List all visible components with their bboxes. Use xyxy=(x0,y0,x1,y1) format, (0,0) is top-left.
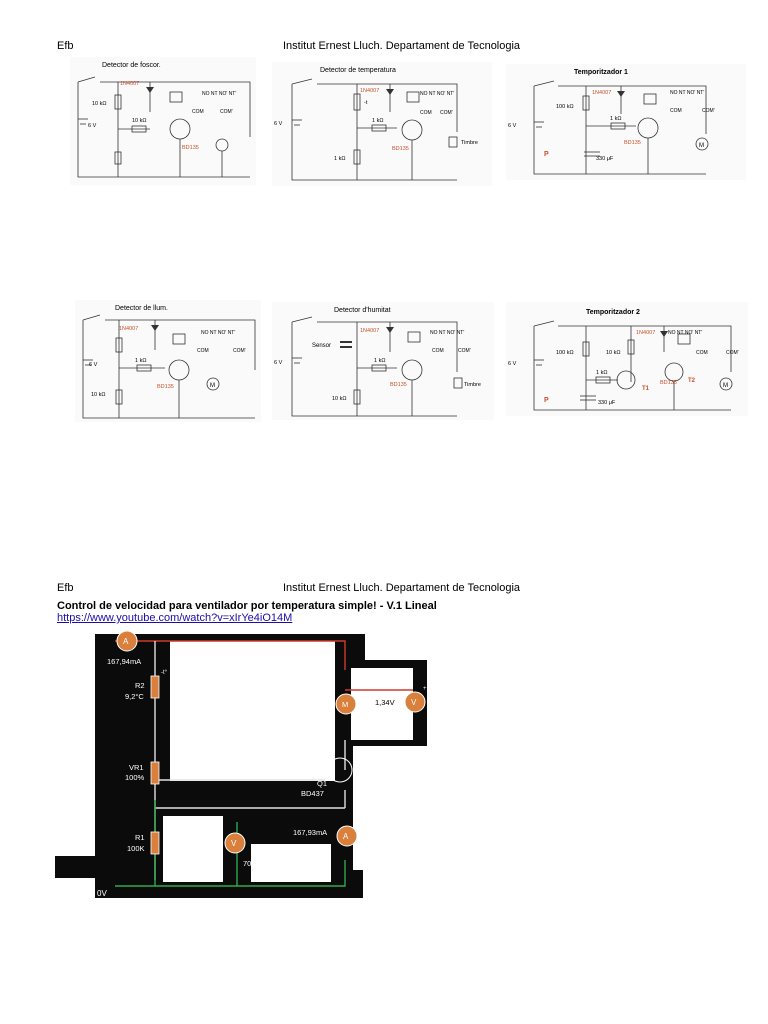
diode-label: 1N4007 xyxy=(592,90,612,96)
voltage-label: 6 V xyxy=(274,360,283,366)
supply-12v: 12V xyxy=(59,638,74,647)
com-label: COM xyxy=(670,108,682,114)
r2-ntc xyxy=(151,676,159,698)
ammeter-bottom-reading: 167,93mA xyxy=(293,828,328,837)
transistor-type: BD437 xyxy=(301,789,324,798)
relay-label: NO NT NO' NT' xyxy=(420,91,455,97)
motor-label: M xyxy=(210,383,215,389)
circuit-title: Detector de temperatura xyxy=(320,67,396,74)
ammeter-bottom-symbol: A xyxy=(343,832,349,841)
voltage-label: 6 V xyxy=(508,123,517,129)
transistor-label: BD135 xyxy=(392,146,409,152)
relay-label: NO NT NO' NT' xyxy=(202,91,237,97)
com2-label: COM' xyxy=(440,110,453,116)
relay-label: NO NT NO' NT' xyxy=(670,90,705,96)
com2-label: COM' xyxy=(233,348,246,354)
voltmeter-bottom-reading: 708,73mV xyxy=(243,859,278,868)
com2-label: COM' xyxy=(726,350,739,356)
cap-label: 330 μF xyxy=(598,400,616,406)
motor-label: M xyxy=(723,383,728,389)
transistor-name: Q1 xyxy=(317,779,328,788)
r-base-label: 10 kΩ xyxy=(132,118,147,124)
vr1-value: 100% xyxy=(125,773,145,782)
relay-label: NO NT NO' NT' xyxy=(430,330,465,336)
circuit-title: Detector d'humitat xyxy=(334,307,391,314)
youtube-link[interactable]: https://www.youtube.com/watch?v=xIrYe4iO14M xyxy=(57,612,293,624)
circuit-light-detector xyxy=(75,300,261,422)
ntc-label: -t° xyxy=(161,670,168,676)
r-base-label: 1 kΩ xyxy=(372,118,384,124)
voltmeter-bottom-symbol: V xyxy=(231,839,237,848)
r2-value: 9,2°C xyxy=(125,692,144,701)
header-left: Efb xyxy=(57,40,74,52)
t1-label: T1 xyxy=(642,386,650,392)
push-label: P xyxy=(544,151,549,158)
com-label: COM xyxy=(696,350,708,356)
header-center-2: Institut Ernest Lluch. Departament de Tecnologia xyxy=(283,582,521,594)
voltmeter-motor-reading: 1,34V xyxy=(375,698,395,707)
circuit-timer-2 xyxy=(506,302,748,416)
r-bottom-label: 1 kΩ xyxy=(334,156,346,162)
diode-label: 1N4007 xyxy=(119,326,139,332)
r-base-label: 1 kΩ xyxy=(596,370,608,376)
motor-label: M xyxy=(699,143,704,149)
motor-symbol: M xyxy=(342,700,349,709)
r1-resistor xyxy=(151,832,159,854)
ammeter-top-reading: 167,94mA xyxy=(107,657,142,666)
circuit-humidity-detector xyxy=(272,302,494,420)
com-label: COM xyxy=(432,348,444,354)
r-top-label: 10 kΩ xyxy=(92,101,107,107)
circuit-temperature-detector xyxy=(272,62,492,186)
com2-label: COM' xyxy=(458,348,471,354)
circuit-dark-detector xyxy=(70,57,256,185)
circuit-title: Detector de foscor. xyxy=(102,62,161,69)
sensor-label: Sensor xyxy=(312,343,332,349)
r1-name: R1 xyxy=(135,833,145,842)
ground-0v: 0V xyxy=(97,889,107,898)
diode-label: 1N4007 xyxy=(360,328,380,334)
ntc-label: -t xyxy=(364,100,368,106)
com-label: COM xyxy=(192,109,204,115)
relay-label: NO NT NO' NT' xyxy=(201,330,236,336)
push-label: P xyxy=(544,397,549,404)
r2-name: R2 xyxy=(135,681,145,690)
r-top-label: 100 kΩ xyxy=(556,350,574,356)
section-title: Control de velocidad para ventilador por temperatura simple! - V.1 Lineal xyxy=(57,600,437,612)
r-bottom-label: 10 kΩ xyxy=(332,396,347,402)
transistor-label: BD135 xyxy=(157,384,174,390)
diode-label: 1N4007 xyxy=(636,330,656,336)
header-center: Institut Ernest Lluch. Departament de Tecnologia xyxy=(283,40,521,52)
transistor-label: BD135 xyxy=(660,380,677,386)
fan-speed-circuit-simulation xyxy=(55,630,430,900)
com-label: COM xyxy=(197,348,209,354)
load-label: Timbre xyxy=(461,140,478,146)
voltage-label: 6 V xyxy=(274,121,283,127)
circuit-title: Detector de llum. xyxy=(115,305,168,312)
circuit-title: Temporitzador 1 xyxy=(574,69,628,76)
voltmeter-motor-symbol: V xyxy=(411,698,417,707)
vr1-pot xyxy=(151,762,159,784)
diode-label: 1N4007 xyxy=(360,88,380,94)
circuit-timer-1 xyxy=(506,64,746,180)
relay-label: NO NT NO' NT' xyxy=(668,330,703,336)
r-mid-label: 10 kΩ xyxy=(606,350,621,356)
com2-label: COM' xyxy=(702,108,715,114)
com-label: COM xyxy=(420,110,432,116)
transistor-label: BD135 xyxy=(390,382,407,388)
plus-sign: + xyxy=(423,686,427,692)
r-base-label: 1 kΩ xyxy=(135,358,147,364)
ammeter-top-symbol: A xyxy=(123,637,129,646)
voltage-label: 6 V xyxy=(88,123,97,129)
com2-label: COM' xyxy=(220,109,233,115)
vr1-name: VR1 xyxy=(129,763,144,772)
r1-value: 100K xyxy=(127,844,145,853)
r-base-label: 1 kΩ xyxy=(374,358,386,364)
transistor-label: BD135 xyxy=(624,140,641,146)
load-label: Timbre xyxy=(464,382,481,388)
motor-name: MT1 xyxy=(353,679,368,688)
transistor-label: BD135 xyxy=(182,145,199,151)
r-top-label: 100 kΩ xyxy=(556,104,574,110)
t2-label: T2 xyxy=(688,378,696,384)
circuit-title: Temporitzador 2 xyxy=(586,309,640,316)
diode-label: 1N4007 xyxy=(120,81,140,87)
r-bottom-label: 10 kΩ xyxy=(91,392,106,398)
voltage-label: 6 V xyxy=(89,362,98,368)
cap-label: 330 μF xyxy=(596,156,614,162)
voltage-label: 6 V xyxy=(508,361,517,367)
header-left-2: Efb xyxy=(57,582,74,594)
r-base-label: 1 kΩ xyxy=(610,116,622,122)
